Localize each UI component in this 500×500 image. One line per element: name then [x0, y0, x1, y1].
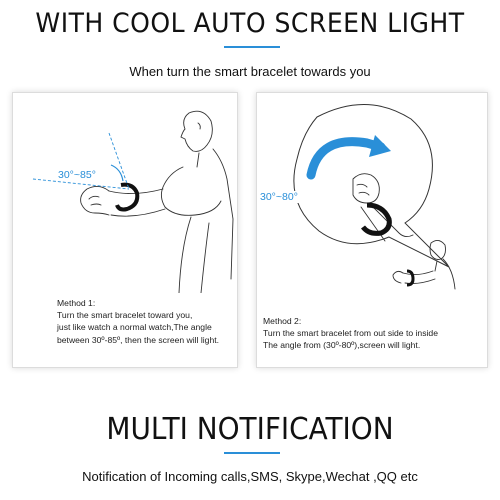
method-line: The angle from (30º-80º),screen will light.	[263, 340, 421, 351]
notification-subtitle: Notification of Incoming calls,SMS, Skype,Wechat ,QQ etc	[82, 469, 418, 484]
method-line: just like watch a normal watch,The angle	[57, 322, 212, 333]
title-accent-line	[224, 452, 280, 454]
person-checking-watch-illustration	[13, 93, 237, 293]
method-description	[57, 297, 219, 346]
method-line: Turn the smart bracelet from out side to inside	[263, 328, 438, 339]
title-accent-line	[224, 46, 280, 48]
method-title: Method 1:	[57, 298, 96, 308]
feature-title: WITH COOL AUTO SCREEN LIGHT	[35, 8, 465, 39]
angle-label: 30°~85°	[58, 169, 96, 181]
method-title: Method 2:	[263, 316, 302, 326]
method-line: Turn the smart bracelet toward you,	[57, 310, 193, 321]
angle-label: 30°~80°	[260, 191, 298, 203]
method-1-panel	[12, 92, 238, 368]
method-2-panel	[256, 92, 488, 368]
feature-subtitle: When turn the smart bracelet towards you	[129, 64, 371, 79]
notification-title: MULTI NOTIFICATION	[106, 412, 394, 447]
method-description	[263, 315, 438, 352]
method-line: between 30º-85º, then the screen will light.	[57, 334, 220, 345]
